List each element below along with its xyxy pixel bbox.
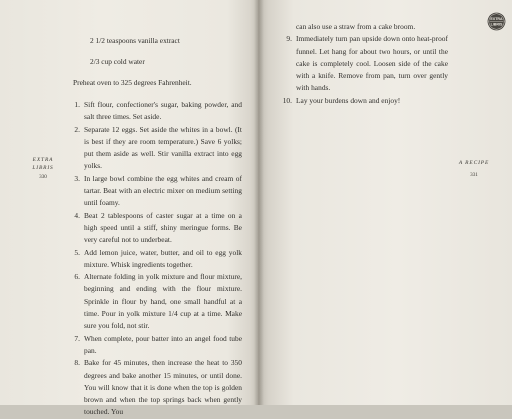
svg-text:LIBRIS: LIBRIS bbox=[490, 22, 503, 27]
step-text: Sift flour, confectioner's sugar, baking powder, and salt three times. Set aside. bbox=[84, 100, 242, 122]
step-text: Separate 12 eggs. Set aside the whites in a bowl. (It is best if they are room temperature.) Save 6 yolks; put them aside as well. Stir vanilla extract into egg yolks. bbox=[84, 124, 242, 171]
page-number-left: 330 bbox=[39, 174, 47, 180]
step-text: Lay your burdens down and enjoy! bbox=[296, 95, 401, 105]
running-head-right: A RECIPE bbox=[458, 160, 490, 166]
recipe-steps bbox=[70, 99, 242, 419]
steps-list-left bbox=[70, 99, 242, 419]
running-head-line2: LIBRIS bbox=[32, 164, 54, 171]
step-number: 10. bbox=[282, 95, 292, 105]
ingredient-water: 2/3 cup cold water bbox=[90, 57, 145, 66]
gutter-shadow bbox=[254, 0, 264, 405]
running-head-left bbox=[26, 157, 60, 172]
step-text: In large bowl combine the egg whites and cream of tartar. Beat with an electric mixer on medium setting until foamy. bbox=[84, 173, 242, 208]
step-number: 7. bbox=[74, 333, 80, 343]
step-number: 6. bbox=[74, 272, 80, 282]
step-text: Beat 2 tablespoons of caster sugar at a time on a high speed until a stiff, shiny meringue forms. Be very careful not to underbeat. bbox=[84, 210, 242, 245]
step-number: 5. bbox=[74, 247, 80, 257]
running-head-line1: EXTRA bbox=[32, 157, 54, 163]
recipe-step bbox=[282, 95, 448, 107]
step-number: 1. bbox=[74, 100, 80, 109]
step-number: 4. bbox=[74, 210, 80, 220]
ingredient-vanilla: 2 1/2 teaspoons vanilla extract bbox=[90, 36, 180, 45]
recipe-step bbox=[70, 99, 242, 124]
step-text: Add lemon juice, water, butter, and oil to egg yolk mixture. Whisk ingredients together. bbox=[84, 247, 242, 269]
recipe-step bbox=[70, 271, 242, 332]
step-number: 3. bbox=[74, 173, 80, 183]
step-number: 8. bbox=[74, 358, 80, 368]
recipe-steps-continued bbox=[282, 33, 448, 107]
step-text: When complete, pour batter into an angel food tube pan. bbox=[84, 333, 242, 355]
recipe-step bbox=[70, 210, 242, 247]
right-page bbox=[258, 0, 512, 405]
recipe-step bbox=[70, 357, 242, 418]
recipe-step bbox=[70, 333, 242, 358]
recipe-step bbox=[70, 247, 242, 272]
page-number-right: 331 bbox=[470, 172, 478, 178]
continuation-line: can also use a straw from a cake broom. bbox=[296, 22, 416, 31]
step-text: Alternate folding in yolk mixture and flour mixture, beginning and ending with the flour mixture. Sprinkle in flour by hand, one small handful at a time. Pour in yolk mixture 1/4 cup at a time. Make sure you fold, not stir. bbox=[84, 272, 242, 331]
recipe-step bbox=[282, 33, 448, 94]
preheat-instruction: Preheat oven to 325 degrees Fahrenheit. bbox=[73, 78, 192, 87]
steps-list-right bbox=[282, 21, 448, 107]
step-text: Bake for 45 minutes, then increase the heat to 350 degrees and bake another 15 minutes, or until done. You will know that it is done when the top is golden brown and when the top springs back when gently touched. You bbox=[84, 358, 242, 417]
step-number: 9. bbox=[286, 34, 292, 44]
svg-text:EXTRA: EXTRA bbox=[490, 17, 503, 22]
recipe-step bbox=[70, 124, 242, 173]
step-number: 2. bbox=[74, 124, 80, 134]
step-text: Immediately turn pan upside down onto heat-proof funnel. Let hang for about two hours, or until the cake is completely cool. Loosen side of the cake with a knife. Remove from pan, turn over gently with hands. bbox=[296, 34, 448, 93]
extra-libris-seal-icon bbox=[487, 12, 506, 31]
recipe-step bbox=[70, 173, 242, 210]
